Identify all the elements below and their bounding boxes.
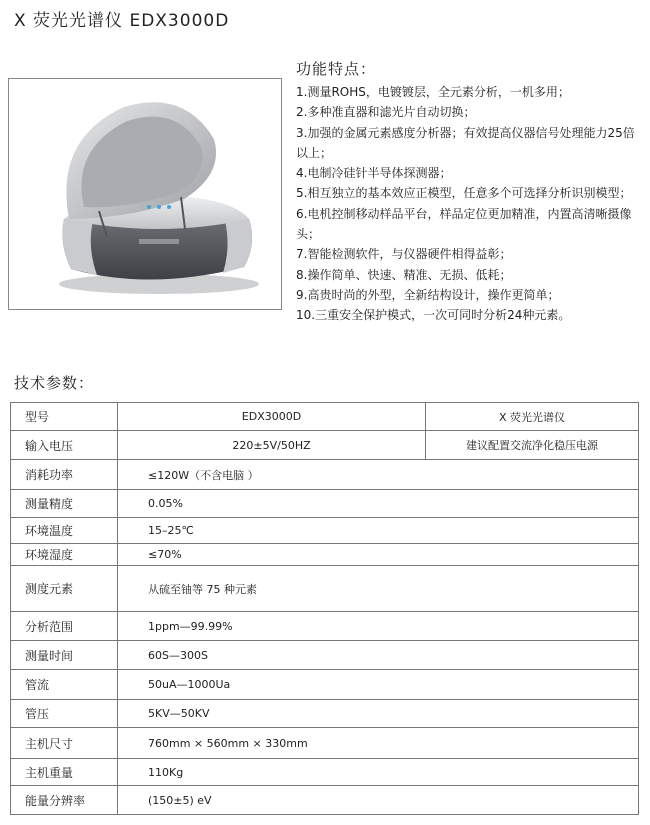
spec-value: ≤70% (118, 544, 639, 566)
table-row (11, 759, 639, 786)
spec-value: 60S—300S (118, 641, 639, 670)
page-title: X 荧光光谱仪 EDX3000D (14, 11, 230, 31)
spec-value: 1ppm—99.99% (118, 612, 639, 641)
spec-value: 5KV—50KV (118, 700, 639, 728)
spec-key: 分析范围 (11, 612, 118, 641)
table-row (11, 566, 639, 612)
spec-value: (150±5) eV (118, 786, 639, 815)
spec-value: 220±5V/50HZ (118, 431, 426, 460)
feature-item: 8.操作简单、快速、精准、无损、低耗； (296, 267, 512, 282)
xrf-spectrometer-image (9, 79, 281, 309)
spec-key: 测量精度 (11, 490, 118, 518)
spec-key: 测量时间 (11, 641, 118, 670)
spec-key: 主机重量 (11, 759, 118, 786)
spec-key: 消耗功率 (11, 460, 118, 490)
product-photo (8, 78, 282, 310)
table-row (11, 670, 639, 700)
feature-item: 6.电机控制移动样品平台，样品定位更加精准，内置高清晰摄像头； (296, 206, 632, 242)
spec-key: 环境温度 (11, 518, 118, 544)
feature-item: 3.加强的金属元素感度分析器；有效提高仪器信号处理能力25倍以上； (296, 125, 635, 160)
spec-value: 从硫至铀等 75 种元素 (118, 566, 639, 612)
feature-item: 4.电制冷硅针半导体探测器； (296, 166, 452, 181)
feature-item: 1.测量ROHS，电镀镀层，全元素分析，一机多用； (296, 85, 570, 99)
spec-value: 15–25℃ (118, 518, 639, 544)
table-row (11, 612, 639, 641)
spec-value-2: 建议配置交流净化稳压电源 (426, 431, 639, 460)
spec-value: 110Kg (118, 759, 639, 786)
feature-item: 10.三重安全保护模式，一次可同时分析24种元素。 (296, 308, 571, 323)
spec-value-2: X 荧光光谱仪 (426, 403, 639, 431)
spec-value: 760mm × 560mm × 330mm (118, 728, 639, 759)
spec-value: 50uA—1000Ua (118, 670, 639, 700)
spec-key: 主机尺寸 (11, 728, 118, 759)
table-row (11, 460, 639, 490)
spec-key: 环境湿度 (11, 544, 118, 566)
table-row (11, 431, 639, 460)
spec-value: ≤120W（不含电脑 ） (118, 460, 639, 490)
spec-key: 型号 (11, 403, 118, 431)
spec-key: 测度元素 (11, 566, 118, 612)
spec-key: 能量分辨率 (11, 786, 118, 815)
table-row (11, 786, 639, 815)
spec-key: 输入电压 (11, 431, 118, 460)
table-row (11, 518, 639, 544)
spec-key: 管压 (11, 700, 118, 728)
feature-item: 7.智能检测软件，与仪器硬件相得益彰； (296, 247, 512, 262)
spec-key: 管流 (11, 670, 118, 700)
tech-heading: 技术参数： (14, 374, 95, 392)
table-row (11, 490, 639, 518)
table-row (11, 700, 639, 728)
features-list (296, 82, 642, 326)
table-row (11, 641, 639, 670)
table-row (11, 544, 639, 566)
feature-item: 9.高贵时尚的外型，全新结构设计，操作更简单； (296, 287, 560, 302)
feature-item: 5.相互独立的基本效应正模型，任意多个可选择分析识别模型； (296, 186, 632, 201)
table-row (11, 403, 639, 431)
spec-value: EDX3000D (118, 403, 426, 431)
features-heading: 功能特点： (296, 60, 377, 78)
feature-item: 2.多种准直器和滤光片自动切换； (296, 105, 476, 120)
spec-value: 0.05% (118, 490, 639, 518)
table-row (11, 728, 639, 759)
specs-table (10, 402, 639, 815)
